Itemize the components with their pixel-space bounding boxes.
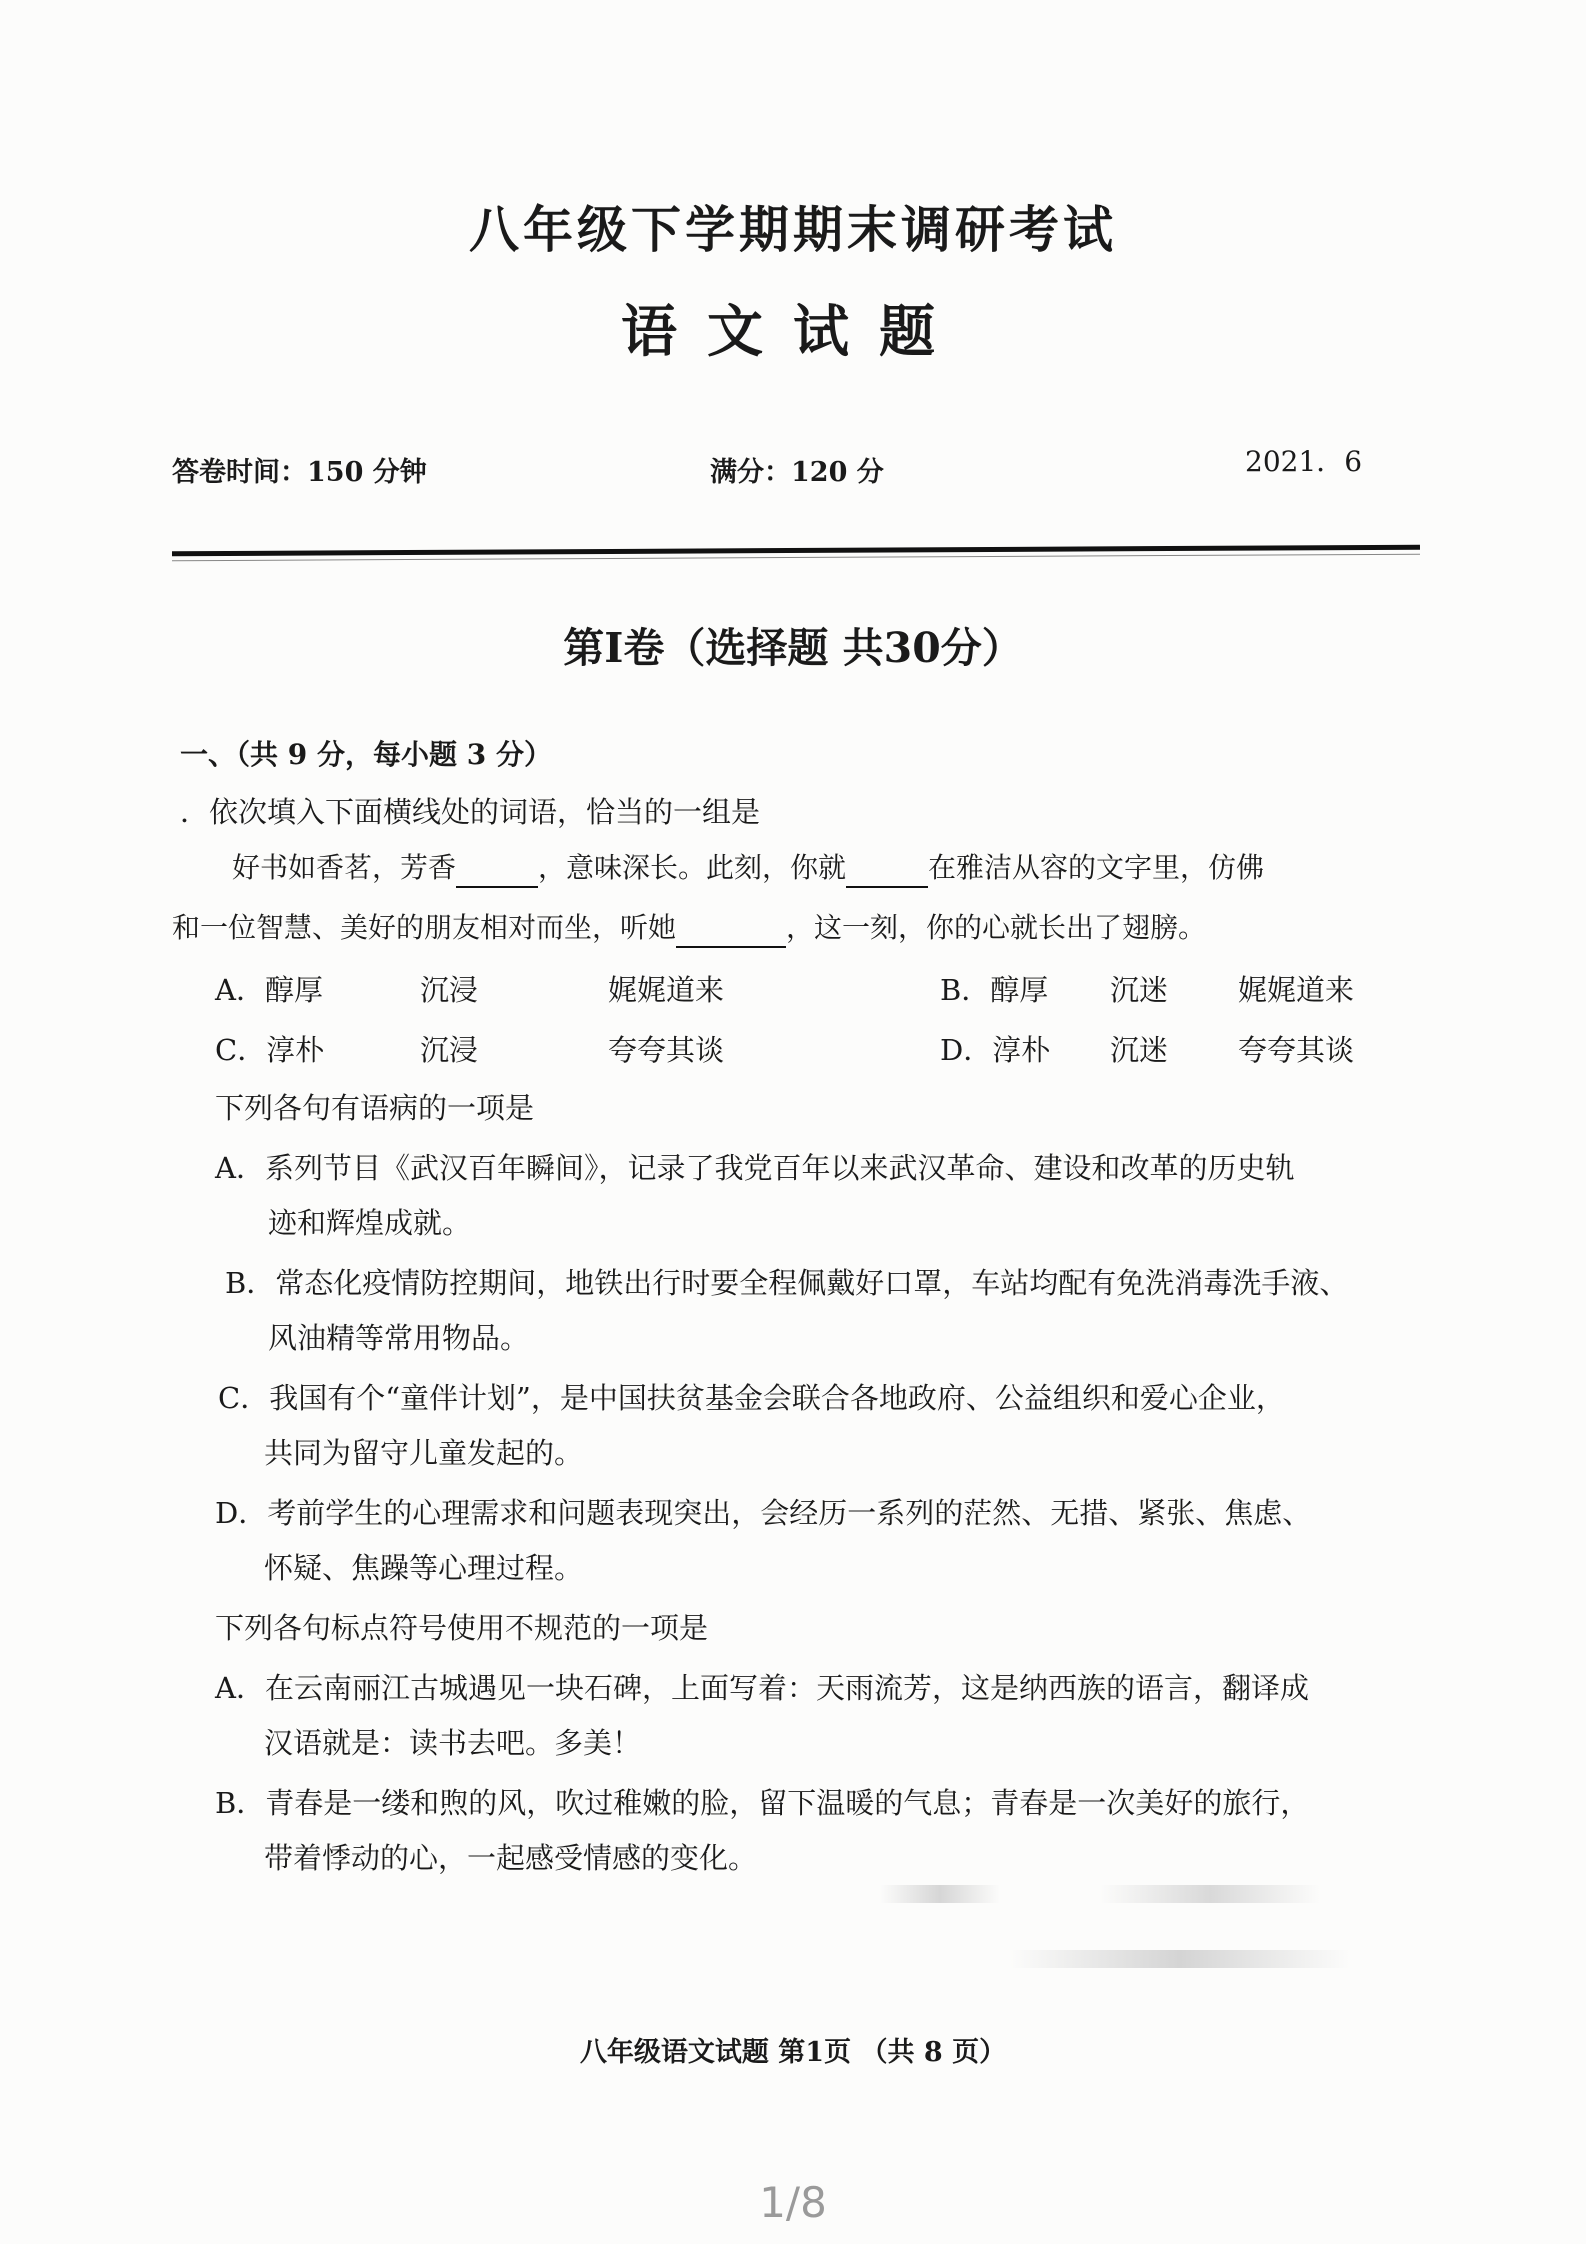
q2-option-c-line2: 共同为留守儿童发起的。 xyxy=(264,1436,584,1470)
q1-passage-d: 和一位智慧、美好的朋友相对而坐，听她 xyxy=(172,911,677,944)
q1-blank-2 xyxy=(846,860,928,888)
q3-option-b-line1: B．青春是一缕和煦的风，吹过稚嫩的脸，留下温暖的气息；青春是一次美好的旅行， xyxy=(215,1786,1310,1820)
exam-date: 2021．6 xyxy=(1245,445,1363,478)
scan-smudge xyxy=(1100,1885,1320,1903)
q1-stem: ．依次填入下面横线处的词语，恰当的一组是 xyxy=(180,795,761,829)
page-indicator: 1/8 xyxy=(759,2178,827,2227)
page-footer: 八年级语文试题 第1页 （共 8 页） xyxy=(579,2037,1007,2068)
q1-option-b-word2: 沉迷 xyxy=(1110,973,1169,1007)
exam-title: 八年级下学期期末调研考试 xyxy=(469,200,1117,259)
q1-passage-c: 在雅洁从容的文字里，仿佛 xyxy=(928,851,1265,884)
exam-score: 满分：120 分 xyxy=(710,457,884,488)
q3-option-a-line2: 汉语就是：读书去吧。多美！ xyxy=(264,1726,642,1760)
exam-time: 答卷时间：150 分钟 xyxy=(172,457,427,488)
q1-option-c-word2: 沉浸 xyxy=(420,1033,479,1067)
q2-option-b-line2: 风油精等常用物品。 xyxy=(268,1321,530,1355)
q2-option-a-line1: A．系列节目《武汉百年瞬间》，记录了我党百年以来武汉革命、建设和改革的历史轨 xyxy=(215,1151,1295,1185)
q1-option-c-word1: C．淳朴 xyxy=(215,1033,325,1067)
scan-smudge xyxy=(1010,1950,1350,1968)
q2-option-d-line2: 怀疑、焦躁等心理过程。 xyxy=(264,1551,584,1585)
q1-option-a-word2: 沉浸 xyxy=(420,973,479,1007)
subject-title: 语文试题 xyxy=(621,299,965,365)
q3-stem: 下列各句标点符号使用不规范的一项是 xyxy=(215,1611,709,1645)
q1-option-a-word3: 娓娓道来 xyxy=(608,973,725,1007)
q1-passage-e: ，这一刻，你的心就长出了翅膀。 xyxy=(786,911,1207,944)
q1-option-b-word1: B．醇厚 xyxy=(940,973,1049,1007)
q3-option-a-line1: A．在云南丽江古城遇见一块石碑，上面写着：天雨流芳，这是纳西族的语言，翻译成 xyxy=(215,1671,1309,1705)
q1-blank-1 xyxy=(456,860,538,888)
part-one-heading: 一、（共 9 分，每小题 3 分） xyxy=(180,738,552,771)
q1-option-d-word2: 沉迷 xyxy=(1110,1033,1169,1067)
q2-option-c-line1: C．我国有个“童伴计划”，是中国扶贫基金会联合各地政府、公益组织和爱心企业， xyxy=(218,1381,1285,1415)
q2-stem: 下列各句有语病的一项是 xyxy=(215,1091,535,1125)
q1-blank-3 xyxy=(676,920,786,948)
section-title: 第Ⅰ卷（选择题 共30分） xyxy=(563,624,1023,672)
q2-option-b-line1: B．常态化疫情防控期间，地铁出行时要全程佩戴好口罩，车站均配有免洗消毒洗手液、 xyxy=(225,1266,1349,1300)
q1-option-d-word3: 夸夸其谈 xyxy=(1238,1033,1355,1067)
q1-option-b-word3: 娓娓道来 xyxy=(1238,973,1355,1007)
q1-passage-a: 好书如香茗，芳香 xyxy=(232,851,457,884)
q1-passage-line2 xyxy=(172,908,1206,948)
q1-passage-line1 xyxy=(232,848,1264,888)
q2-option-d-line1: D．考前学生的心理需求和问题表现突出，会经历一系列的茫然、无措、紧张、焦虑、 xyxy=(215,1496,1312,1530)
q2-option-a-line2: 迹和辉煌成就。 xyxy=(268,1206,472,1240)
q1-option-d-word1: D．淳朴 xyxy=(940,1033,1051,1067)
q1-passage-b: ，意味深长。此刻，你就 xyxy=(538,851,847,884)
scan-smudge xyxy=(880,1885,1000,1903)
q3-option-b-line2: 带着悸动的心，一起感受情感的变化。 xyxy=(264,1841,758,1875)
q1-option-a-word1: A．醇厚 xyxy=(215,973,323,1007)
q1-option-c-word3: 夸夸其谈 xyxy=(608,1033,725,1067)
